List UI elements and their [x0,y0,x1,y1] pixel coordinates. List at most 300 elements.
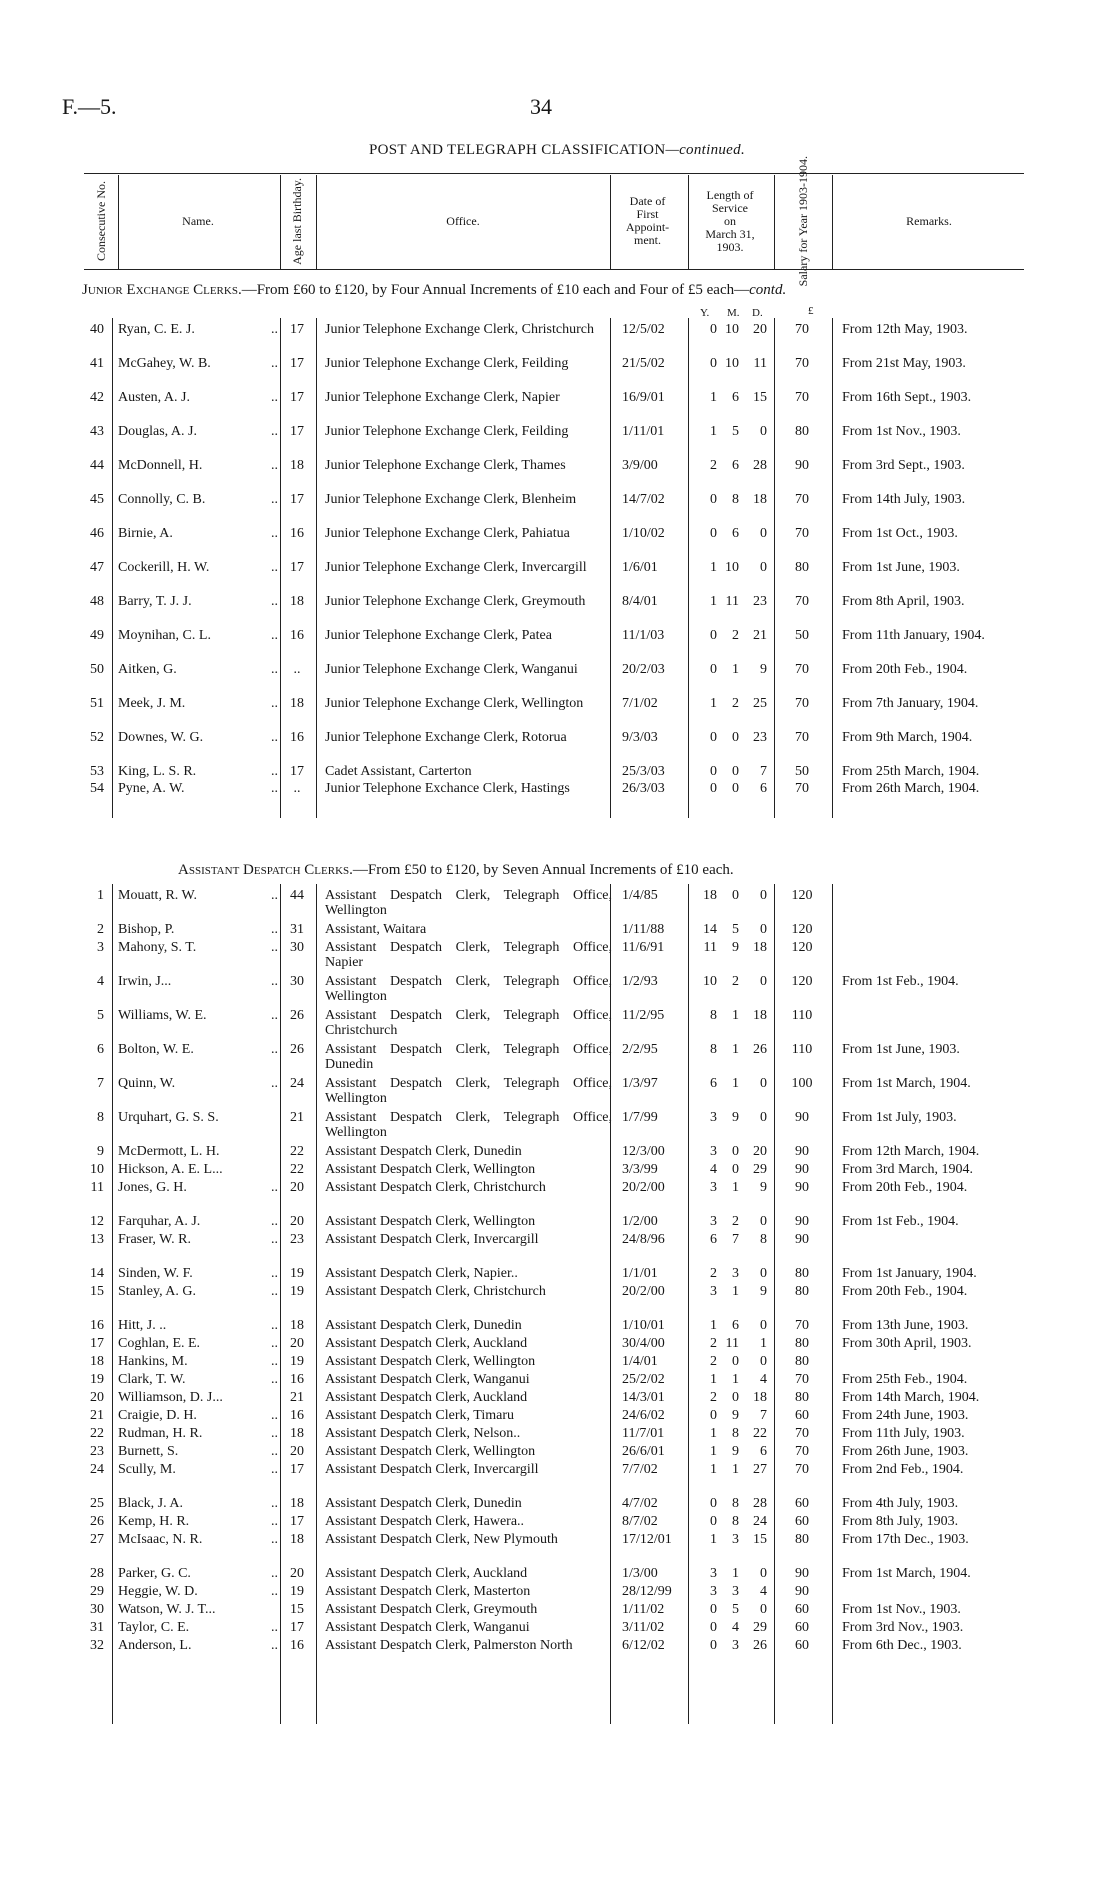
cell-appointment-date: 1/2/93 [622,974,658,989]
cell-salary: 110 [791,1008,813,1023]
cell-leader-dots: .. [271,1318,278,1333]
cell-salary: 60 [795,1496,809,1511]
cell-leader-dots: .. [271,1638,278,1653]
cell-office: Junior Telephone Exchange Clerk, Invercargill [325,560,587,575]
cell-name: Downes, W. G. [118,730,204,745]
cell-service-years: 1 [710,1426,717,1441]
cell-name: King, L. S. R. [118,764,197,779]
cell-name: Taylor, C. E. [118,1620,190,1635]
cell-name: Douglas, A. J. [118,424,197,439]
cell-number: 5 [97,1008,104,1023]
cell-salary: 120 [791,940,813,955]
cell-age: 18 [290,458,304,473]
cell-service-months: 3 [732,1584,739,1599]
cell-appointment-date: 14/7/02 [622,492,665,507]
cell-leader-dots: .. [271,1584,278,1599]
cell-leader-dots: .. [271,1462,278,1477]
cell-service-months: 6 [732,526,739,541]
column-rule [832,318,833,818]
cell-leader-dots: .. [271,1444,278,1459]
cell-service-years: 2 [710,1390,717,1405]
cell-name: Quinn, W. [118,1076,176,1091]
col-header-remarks: Remarks. [906,213,952,228]
cell-name: Hickson, A. E. L... [118,1162,223,1177]
cell-remarks: From 30th April, 1903. [842,1336,972,1351]
cell-service-years: 0 [710,1638,717,1653]
cell-number: 42 [90,390,104,405]
cell-number: 31 [90,1620,104,1635]
cell-name: Jones, G. H. [118,1180,187,1195]
cell-leader-dots: .. [271,1620,278,1635]
cell-age: 31 [290,922,304,937]
cell-salary: 90 [795,1162,809,1177]
unit-years: Y. [700,307,710,319]
cell-service-years: 1 [710,1444,717,1459]
cell-leader-dots: .. [271,730,278,745]
cell-salary: 90 [795,1232,809,1247]
cell-age: 18 [290,1426,304,1441]
cell-number: 15 [90,1284,104,1299]
cell-name: Meek, J. M. [118,696,186,711]
cell-service-days: 0 [760,1076,767,1091]
cell-name: Parker, G. C. [118,1566,191,1581]
cell-service-years: 0 [710,1620,717,1635]
cell-salary: 60 [795,1620,809,1635]
cell-age: 21 [290,1110,304,1125]
cell-leader-dots: .. [271,322,278,337]
cell-number: 54 [90,781,104,796]
cell-name: Austen, A. J. [118,390,190,405]
cell-salary: 60 [795,1408,809,1423]
cell-age: 16 [290,730,304,745]
cell-appointment-date: 8/4/01 [622,594,658,609]
cell-name: McDermott, L. H. [118,1144,220,1159]
cell-name: Black, J. A. [118,1496,183,1511]
cell-remarks: From 17th Dec., 1903. [842,1532,969,1547]
cell-appointment-date: 24/6/02 [622,1408,665,1423]
cell-remarks: From 13th June, 1903. [842,1318,969,1333]
cell-number: 16 [90,1318,104,1333]
cell-office: Assistant Despatch Clerk, Christchurch [325,1284,546,1299]
cell-office: Junior Telephone Exchange Clerk, Pahiatua [325,526,570,541]
cell-service-months: 9 [732,940,739,955]
cell-service-days: 29 [753,1620,767,1635]
column-rule [610,318,611,818]
cell-leader-dots: .. [271,526,278,541]
cell-leader-dots: .. [271,1042,278,1057]
cell-appointment-date: 1/11/01 [622,424,665,439]
cell-salary: 100 [791,1076,813,1091]
cell-salary: 70 [795,781,809,796]
cell-office: Assistant Despatch Clerk, Dunedin [325,1318,522,1333]
cell-name: Mahony, S. T. [118,940,197,955]
cell-remarks: From 1st June, 1903. [842,1042,960,1057]
cell-age: 17 [290,356,304,371]
cell-service-years: 1 [710,1318,717,1333]
cell-number: 6 [97,1042,104,1057]
cell-service-days: 15 [753,1532,767,1547]
cell-number: 50 [90,662,104,677]
cell-service-days: 8 [760,1232,767,1247]
cell-leader-dots: .. [271,1354,278,1369]
cell-service-years: 3 [710,1144,717,1159]
cell-name: Bolton, W. E. [118,1042,194,1057]
cell-service-years: 2 [710,1354,717,1369]
cell-age: 17 [290,424,304,439]
cell-service-days: 0 [760,1110,767,1125]
cell-age: 17 [290,1462,304,1477]
cell-office: Junior Telephone Exchange Clerk, Patea [325,628,552,643]
cell-salary: 90 [795,458,809,473]
cell-service-days: 0 [760,526,767,541]
cell-service-days: 9 [760,662,767,677]
cell-service-days: 4 [760,1584,767,1599]
cell-name: Pyne, A. W. [118,781,185,796]
cell-age: 18 [290,696,304,711]
cell-leader-dots: .. [271,764,278,779]
cell-remarks: From 2nd Feb., 1904. [842,1462,964,1477]
cell-office: Junior Telephone Exchange Clerk, Christchurch [325,322,594,337]
cell-age: 17 [290,1620,304,1635]
cell-name: Anderson, L. [118,1638,192,1653]
cell-service-months: 0 [732,888,739,903]
cell-office: Assistant Despatch Clerk, Telegraph Office, Wellington [325,974,612,1004]
title-continued: —continued. [665,142,745,158]
cell-number: 40 [90,322,104,337]
cell-remarks: From 20th Feb., 1904. [842,1284,968,1299]
cell-service-months: 3 [732,1532,739,1547]
cell-age: 20 [290,1336,304,1351]
cell-salary: 50 [795,628,809,643]
cell-appointment-date: 20/2/00 [622,1284,665,1299]
column-rule [774,884,775,1724]
cell-age: 17 [290,322,304,337]
cell-number: 9 [97,1144,104,1159]
cell-service-months: 5 [732,1602,739,1617]
cell-appointment-date: 1/3/97 [622,1076,658,1091]
cell-leader-dots: .. [271,922,278,937]
cell-salary: 90 [795,1584,809,1599]
cell-salary: 80 [795,560,809,575]
cell-service-days: 0 [760,1602,767,1617]
cell-service-days: 4 [760,1372,767,1387]
cell-leader-dots: .. [271,1008,278,1023]
cell-salary: 60 [795,1638,809,1653]
cell-service-days: 29 [753,1162,767,1177]
cell-salary: 70 [795,594,809,609]
cell-service-years: 8 [710,1008,717,1023]
cell-salary: 80 [795,1336,809,1351]
cell-service-months: 4 [732,1620,739,1635]
cell-age: 17 [290,764,304,779]
cell-remarks: From 3rd Nov., 1903. [842,1620,964,1635]
cell-service-days: 0 [760,1566,767,1581]
cell-leader-dots: .. [271,974,278,989]
cell-leader-dots: .. [271,390,278,405]
cell-number: 32 [90,1638,104,1653]
cell-leader-dots: .. [271,628,278,643]
cell-age: 19 [290,1284,304,1299]
cell-service-years: 0 [710,662,717,677]
cell-service-years: 3 [710,1284,717,1299]
cell-age: 20 [290,1214,304,1229]
cell-service-months: 1 [732,1462,739,1477]
cell-appointment-date: 1/11/02 [622,1602,665,1617]
cell-salary: 70 [795,1372,809,1387]
cell-office: Junior Telephone Exchance Clerk, Hastings [325,781,570,796]
cell-service-days: 28 [753,458,767,473]
cell-service-days: 7 [760,764,767,779]
cell-appointment-date: 1/10/01 [622,1318,665,1333]
cell-service-years: 1 [710,424,717,439]
cell-service-years: 2 [710,1266,717,1281]
cell-office: Assistant, Waitara [325,922,427,937]
cell-age: 20 [290,1180,304,1195]
cell-service-years: 0 [710,1602,717,1617]
unit-pound: £ [808,305,814,317]
cell-name: Ryan, C. E. J. [118,322,195,337]
cell-service-days: 7 [760,1408,767,1423]
cell-age: 44 [290,888,304,903]
cell-name: Craigie, D. H. [118,1408,197,1423]
cell-salary: 80 [795,1390,809,1405]
cell-remarks: From 9th March, 1904. [842,730,973,745]
cell-service-days: 21 [753,628,767,643]
cell-leader-dots: .. [271,1180,278,1195]
header-divider [316,175,317,269]
cell-appointment-date: 6/12/02 [622,1638,665,1653]
cell-service-years: 3 [710,1110,717,1125]
cell-office: Assistant Despatch Clerk, Nelson.. [325,1426,521,1441]
cell-appointment-date: 11/6/91 [622,940,665,955]
cell-name: Birnie, A. [118,526,173,541]
cell-appointment-date: 25/3/03 [622,764,665,779]
cell-number: 2 [97,922,104,937]
cell-salary: 90 [795,1110,809,1125]
cell-remarks: From 11th July, 1903. [842,1426,965,1441]
header-top-rule [84,173,1024,174]
cell-leader-dots: .. [271,1426,278,1441]
cell-service-days: 26 [753,1042,767,1057]
cell-appointment-date: 11/7/01 [622,1426,665,1441]
cell-office: Junior Telephone Exchange Clerk, Wellington [325,696,584,711]
cell-remarks: From 4th July, 1903. [842,1496,959,1511]
cell-service-years: 8 [710,1042,717,1057]
cell-leader-dots: .. [271,1408,278,1423]
cell-number: 3 [97,940,104,955]
cell-name: Williamson, D. J... [118,1390,223,1405]
cell-service-years: 1 [710,696,717,711]
column-rule [832,884,833,1724]
cell-office: Assistant Despatch Clerk, Invercargill [325,1232,539,1247]
cell-number: 53 [90,764,104,779]
cell-age: 30 [290,974,304,989]
cell-remarks: From 1st Oct., 1903. [842,526,958,541]
cell-salary: 70 [795,492,809,507]
cell-appointment-date: 7/7/02 [622,1462,658,1477]
cell-age: 18 [290,1496,304,1511]
cell-number: 13 [90,1232,104,1247]
cell-office: Assistant Despatch Clerk, Wellington [325,1444,536,1459]
cell-service-months: 6 [732,458,739,473]
cell-service-months: 0 [732,1354,739,1369]
cell-salary: 70 [795,526,809,541]
cell-service-days: 22 [753,1426,767,1441]
cell-service-days: 18 [753,1390,767,1405]
cell-office: Junior Telephone Exchange Clerk, Napier [325,390,560,405]
cell-leader-dots: .. [271,1532,278,1547]
cell-name: Clark, T. W. [118,1372,186,1387]
cell-number: 26 [90,1514,104,1529]
cell-name: Watson, W. J. T... [118,1602,216,1617]
cell-service-months: 0 [732,1162,739,1177]
cell-office: Junior Telephone Exchange Clerk, Feilding [325,424,569,439]
cell-service-years: 10 [703,974,717,989]
cell-office: Cadet Assistant, Carterton [325,764,472,779]
cell-office: Assistant Despatch Clerk, Timaru [325,1408,514,1423]
cell-service-years: 0 [710,781,717,796]
cell-service-months: 0 [732,730,739,745]
cell-service-months: 8 [732,492,739,507]
cell-service-years: 6 [710,1232,717,1247]
cell-service-days: 25 [753,696,767,711]
cell-age: 26 [290,1008,304,1023]
cell-salary: 120 [791,974,813,989]
cell-service-months: 11 [725,594,739,609]
cell-office: Assistant Despatch Clerk, Auckland [325,1336,528,1351]
cell-service-years: 3 [710,1566,717,1581]
cell-name: Coghlan, E. E. [118,1336,201,1351]
cell-service-days: 0 [760,1354,767,1369]
cell-name: Irwin, J... [118,974,172,989]
cell-service-years: 0 [710,1408,717,1423]
cell-service-months: 2 [732,1214,739,1229]
cell-remarks: From 1st July, 1903. [842,1110,957,1125]
col-header-age: Age last Birthday. [289,177,304,265]
cell-service-days: 20 [753,1144,767,1159]
cell-service-years: 1 [710,594,717,609]
cell-service-months: 0 [732,764,739,779]
cell-leader-dots: .. [271,940,278,955]
cell-leader-dots: .. [271,424,278,439]
cell-salary: 60 [795,1602,809,1617]
cell-office: Assistant Despatch Clerk, Christchurch [325,1180,546,1195]
cell-name: Aitken, G. [118,662,177,677]
cell-service-months: 8 [732,1514,739,1529]
cell-remarks: From 1st June, 1903. [842,560,960,575]
cell-service-months: 9 [732,1110,739,1125]
unit-months: M. [727,307,740,319]
cell-age: .. [293,781,301,796]
column-rule [688,884,689,1724]
header-divider [688,175,689,269]
cell-service-days: 0 [760,1318,767,1333]
cell-salary: 70 [795,1444,809,1459]
cell-remarks: From 26th March, 1904. [842,781,980,796]
cell-service-years: 4 [710,1162,717,1177]
cell-service-days: 18 [753,492,767,507]
cell-leader-dots: .. [271,1336,278,1351]
cell-service-months: 1 [732,1076,739,1091]
cell-number: 20 [90,1390,104,1405]
cell-leader-dots: .. [271,888,278,903]
cell-salary: 90 [795,1214,809,1229]
cell-service-years: 3 [710,1214,717,1229]
cell-name: McIsaac, N. R. [118,1532,203,1547]
section-heading-assistant: Assistant Despatch Clerks.—From £50 to £120, by Seven Annual Increments of £10 each. [178,862,734,878]
cell-remarks: From 14th July, 1903. [842,492,966,507]
cell-name: Sinden, W. F. [118,1266,193,1281]
cell-office: Assistant Despatch Clerk, Masterton [325,1584,531,1599]
cell-age: 22 [290,1144,304,1159]
cell-service-days: 23 [753,594,767,609]
cell-appointment-date: 12/3/00 [622,1144,665,1159]
cell-age: 26 [290,1042,304,1057]
cell-service-days: 28 [753,1496,767,1511]
cell-appointment-date: 30/4/00 [622,1336,665,1351]
cell-number: 41 [90,356,104,371]
cell-service-months: 1 [732,1180,739,1195]
cell-name: Bishop, P. [118,922,175,937]
cell-office: Assistant Despatch Clerk, Wellington [325,1354,536,1369]
cell-salary: 80 [795,424,809,439]
cell-salary: 70 [795,390,809,405]
cell-service-months: 6 [732,390,739,405]
title-text: POST AND TELEGRAPH CLASSIFICATION [368,142,666,158]
cell-appointment-date: 8/7/02 [622,1514,658,1529]
cell-appointment-date: 14/3/01 [622,1390,665,1405]
cell-age: 16 [290,1408,304,1423]
cell-office: Assistant Despatch Clerk, Auckland [325,1566,528,1581]
cell-salary: 90 [795,1566,809,1581]
cell-age: 19 [290,1584,304,1599]
cell-name: Williams, W. E. [118,1008,207,1023]
cell-office: Assistant Despatch Clerk, Wanganui [325,1620,530,1635]
cell-service-months: 1 [732,1008,739,1023]
cell-age: 18 [290,1532,304,1547]
cell-service-days: 9 [760,1180,767,1195]
cell-name: Farquhar, A. J. [118,1214,201,1229]
cell-remarks: From 14th March, 1904. [842,1390,980,1405]
column-rule [280,884,281,1724]
cell-salary: 120 [791,888,813,903]
cell-number: 8 [97,1110,104,1125]
cell-name: Stanley, A. G. [118,1284,197,1299]
cell-service-years: 1 [710,1372,717,1387]
cell-salary: 70 [795,1318,809,1333]
cell-office: Assistant Despatch Clerk, Telegraph Office, Dunedin [325,1042,612,1072]
cell-appointment-date: 20/2/00 [622,1180,665,1195]
cell-number: 44 [90,458,104,473]
page-number: 34 [530,94,552,119]
cell-office: Assistant Despatch Clerk, Greymouth [325,1602,538,1617]
cell-leader-dots: .. [271,781,278,796]
cell-number: 12 [90,1214,104,1229]
cell-number: 17 [90,1336,104,1351]
cell-appointment-date: 1/4/85 [622,888,658,903]
cell-leader-dots: .. [271,1232,278,1247]
cell-service-months: 2 [732,628,739,643]
cell-service-days: 0 [760,974,767,989]
cell-age: 21 [290,1390,304,1405]
cell-remarks: From 20th Feb., 1904. [842,662,968,677]
cell-age: 16 [290,1372,304,1387]
cell-office: Assistant Despatch Clerk, Telegraph Office, Wellington [325,1110,612,1140]
cell-age: 18 [290,1318,304,1333]
unit-days: D. [752,307,763,319]
cell-appointment-date: 1/11/88 [622,922,665,937]
cell-appointment-date: 1/7/99 [622,1110,658,1125]
